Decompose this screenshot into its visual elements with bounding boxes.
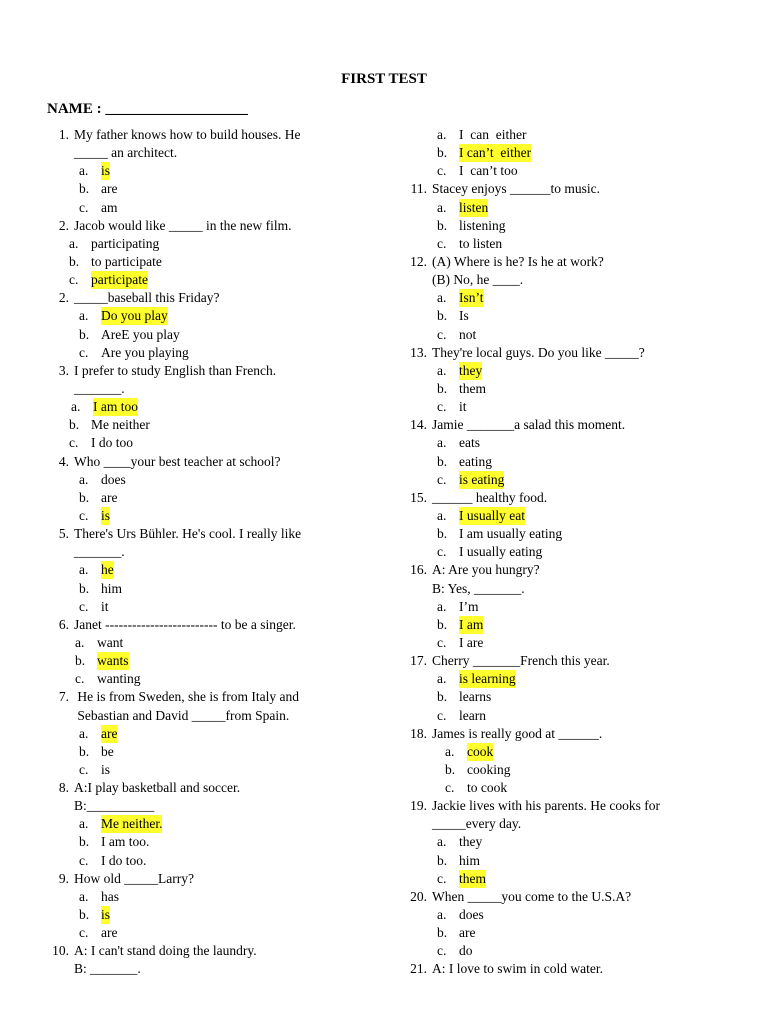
- answer-option: [47, 162, 392, 180]
- question-text-continued: _______.: [74, 544, 125, 560]
- option-text: participating: [91, 235, 160, 251]
- highlighted-answer: are: [101, 725, 118, 741]
- option-text: cooking: [467, 761, 511, 777]
- answer-option: [405, 924, 735, 942]
- question-text: When _____you come to the U.S.A?: [432, 888, 632, 904]
- option-letter: c.: [437, 163, 447, 179]
- option-text: not: [459, 326, 477, 342]
- question-text: ______ healthy food.: [432, 489, 548, 505]
- highlighted-answer: cook: [467, 743, 494, 759]
- answer-option: [405, 126, 735, 144]
- question-line: [47, 289, 392, 307]
- option-text: it: [101, 598, 109, 614]
- answer-option: [405, 507, 735, 525]
- highlighted-answer: I can’t either: [459, 145, 532, 161]
- answer-option: [405, 906, 735, 924]
- question-text: There's Urs Bühler. He's cool. I really like: [74, 526, 302, 542]
- answer-option: [405, 688, 735, 706]
- option-letter: b.: [437, 308, 448, 324]
- option-letter: a.: [71, 399, 81, 415]
- option-letter: c.: [437, 326, 447, 342]
- answer-option: [47, 670, 392, 688]
- highlighted-answer: is: [101, 507, 111, 523]
- option-text: I do too.: [101, 852, 147, 868]
- question-text-continued: _____every day.: [432, 816, 522, 832]
- question-text-continued: B:__________: [74, 798, 155, 814]
- answer-option: [405, 942, 735, 960]
- name-field-label: NAME : ___________________: [47, 101, 248, 117]
- option-text: am: [101, 199, 118, 215]
- question-text: _____baseball this Friday?: [74, 290, 220, 306]
- option-text: they: [459, 834, 483, 850]
- answer-option: [47, 507, 392, 525]
- answer-option: [405, 398, 735, 416]
- highlighted-answer: Isn’t: [459, 290, 484, 306]
- answer-option: [47, 634, 392, 652]
- option-text: is: [101, 761, 111, 777]
- highlighted-answer: wants: [97, 653, 129, 669]
- option-letter: a.: [437, 127, 447, 142]
- question-continuation: [405, 815, 735, 833]
- option-letter: b.: [437, 526, 448, 542]
- question-number: 2.: [58, 290, 69, 306]
- option-text: are: [101, 181, 118, 197]
- answer-option: [405, 634, 735, 652]
- answer-option: [405, 380, 735, 398]
- option-text: him: [101, 580, 123, 596]
- option-letter: c.: [79, 507, 89, 523]
- option-letter: a.: [79, 888, 89, 904]
- question-line: [47, 453, 392, 471]
- highlighted-answer: is: [101, 163, 111, 179]
- answer-option: [405, 453, 735, 471]
- question-text: A: I can't stand doing the laundry.: [74, 943, 257, 959]
- answer-option: [405, 434, 735, 452]
- option-letter: c.: [437, 235, 447, 251]
- question-continuation: [47, 797, 392, 815]
- answer-option: [405, 162, 735, 180]
- question-number: 19.: [410, 798, 427, 814]
- option-text: Me neither: [91, 417, 150, 433]
- highlighted-answer: Do you play: [101, 308, 168, 324]
- highlighted-answer: they: [459, 362, 483, 378]
- question-line: [47, 217, 392, 235]
- question-number: 5.: [58, 526, 69, 542]
- option-letter: a.: [437, 199, 447, 215]
- answer-option: [405, 471, 735, 489]
- option-letter: c.: [79, 598, 89, 614]
- option-letter: b.: [437, 380, 448, 396]
- question-text: Jamie _______a salad this moment.: [432, 417, 626, 433]
- highlighted-answer: I am too: [93, 399, 138, 415]
- option-text: eating: [459, 453, 492, 469]
- answer-option: [47, 580, 392, 598]
- option-letter: c.: [69, 435, 79, 451]
- answer-option: [47, 743, 392, 761]
- question-line: [47, 779, 392, 797]
- answer-option: [47, 888, 392, 906]
- question-number: 17.: [410, 653, 427, 669]
- option-text: be: [101, 743, 114, 759]
- question-line: [405, 561, 735, 579]
- question-number: 18.: [410, 725, 427, 741]
- answer-option: [405, 525, 735, 543]
- highlighted-answer: is: [101, 907, 111, 923]
- answer-option: [47, 852, 392, 870]
- option-text: I’m: [459, 598, 479, 614]
- highlighted-answer: listen: [459, 199, 489, 215]
- option-text: learns: [459, 689, 492, 705]
- option-letter: a.: [79, 816, 89, 832]
- option-letter: a.: [79, 562, 89, 578]
- option-text: it: [459, 399, 467, 415]
- highlighted-answer: them: [459, 870, 486, 886]
- question-line: [405, 180, 735, 198]
- question-text: A:I play basketball and soccer.: [74, 780, 241, 796]
- question-line: [47, 616, 392, 634]
- highlighted-answer: I usually eat: [459, 507, 525, 523]
- question-number: 2.: [58, 217, 69, 233]
- option-text: Is: [459, 308, 469, 324]
- option-letter: b.: [437, 616, 448, 632]
- option-letter: b.: [445, 761, 456, 777]
- question-line: [405, 253, 735, 271]
- question-line: [405, 416, 735, 434]
- question-number: 4.: [58, 453, 69, 469]
- question-text: I prefer to study English than French.: [74, 362, 277, 378]
- answer-option: [47, 924, 392, 942]
- option-letter: a.: [437, 907, 447, 923]
- question-text: A: I love to swim in cold water.: [432, 961, 603, 977]
- option-letter: a.: [437, 290, 447, 306]
- option-text: I can either: [459, 127, 527, 142]
- option-letter: b.: [79, 580, 90, 596]
- question-text: He is from Sweden, she is from Italy and: [74, 689, 299, 705]
- option-letter: b.: [437, 217, 448, 233]
- question-text: Cherry _______French this year.: [432, 653, 610, 669]
- highlighted-answer: participate: [91, 272, 148, 288]
- answer-option: [405, 670, 735, 688]
- answer-option: [47, 235, 392, 253]
- option-letter: a.: [79, 163, 89, 179]
- question-number: 20.: [410, 888, 427, 904]
- option-letter: b.: [79, 326, 90, 342]
- question-line: [405, 652, 735, 670]
- question-number: 14.: [410, 417, 427, 433]
- question-continuation: [405, 271, 735, 289]
- option-text: are: [101, 489, 118, 505]
- answer-option: [47, 471, 392, 489]
- option-text: him: [459, 852, 481, 868]
- answer-option: [47, 271, 392, 289]
- highlighted-answer: Me neither.: [101, 816, 163, 832]
- option-text: Are you playing: [101, 344, 189, 360]
- answer-option: [405, 289, 735, 307]
- question-continuation: [47, 960, 392, 978]
- left-question-column: [47, 126, 392, 979]
- answer-option: [405, 199, 735, 217]
- option-letter: c.: [79, 761, 89, 777]
- option-letter: a.: [437, 362, 447, 378]
- option-letter: b.: [79, 834, 90, 850]
- answer-option: [47, 180, 392, 198]
- option-letter: b.: [79, 489, 90, 505]
- answer-option: [405, 852, 735, 870]
- question-line: [405, 797, 735, 815]
- question-text: A: Are you hungry?: [432, 562, 540, 578]
- option-letter: c.: [437, 943, 447, 959]
- answer-option: [405, 543, 735, 561]
- question-continuation: [47, 543, 392, 561]
- question-line: [405, 960, 735, 978]
- option-text: them: [459, 380, 486, 396]
- highlighted-answer: he: [101, 562, 114, 578]
- option-letter: c.: [79, 199, 89, 215]
- answer-option: [47, 344, 392, 362]
- option-text: to participate: [91, 253, 162, 269]
- question-text: My father knows how to build houses. He: [74, 127, 301, 142]
- question-line: [405, 489, 735, 507]
- option-letter: c.: [437, 870, 447, 886]
- question-line: [47, 126, 392, 144]
- right-question-column: [405, 126, 735, 979]
- answer-option: [405, 307, 735, 325]
- question-text: Janet ------------------------- to be a singer.: [74, 616, 296, 632]
- option-letter: c.: [79, 344, 89, 360]
- question-text-continued: _______.: [74, 380, 125, 396]
- question-line: [47, 942, 392, 960]
- answer-option: [47, 652, 392, 670]
- question-text: (A) Where is he? Is he at work?: [432, 253, 604, 269]
- question-text-continued: Sebastian and David _____from Spain.: [74, 707, 290, 723]
- question-line: [405, 344, 735, 362]
- question-text-continued: (B) No, he ____.: [432, 272, 524, 288]
- answer-option: [405, 144, 735, 162]
- question-line: [47, 870, 392, 888]
- answer-option: [47, 307, 392, 325]
- option-text: has: [101, 888, 119, 904]
- answer-option: [47, 561, 392, 579]
- option-text: I can’t too: [459, 163, 518, 179]
- option-letter: a.: [79, 471, 89, 487]
- question-number: 9.: [58, 870, 69, 886]
- question-number: 8.: [58, 780, 69, 796]
- option-text: are: [101, 925, 118, 941]
- highlighted-answer: is eating: [459, 471, 505, 487]
- option-letter: a.: [79, 725, 89, 741]
- answer-option: [405, 598, 735, 616]
- answer-option: [405, 217, 735, 235]
- answer-option: [47, 326, 392, 344]
- question-text-continued: _____ an architect.: [74, 145, 178, 161]
- answer-option: [405, 743, 735, 761]
- answer-option: [47, 253, 392, 271]
- option-letter: b.: [75, 653, 86, 669]
- question-text: Jacob would like _____ in the new film.: [74, 217, 292, 233]
- answer-option: [47, 725, 392, 743]
- option-letter: b.: [437, 689, 448, 705]
- page-title: FIRST TEST: [341, 71, 427, 87]
- question-number: 13.: [410, 344, 427, 360]
- option-text: I am too.: [101, 834, 150, 850]
- option-letter: b.: [69, 253, 80, 269]
- answer-option: [47, 598, 392, 616]
- option-letter: a.: [445, 743, 455, 759]
- option-letter: a.: [437, 671, 447, 687]
- option-letter: c.: [69, 272, 79, 288]
- option-letter: a.: [437, 435, 447, 451]
- highlighted-answer: is learning: [459, 671, 516, 687]
- question-line: [47, 362, 392, 380]
- option-letter: a.: [79, 308, 89, 324]
- answer-option: [47, 199, 392, 217]
- question-number: 1.: [58, 127, 69, 142]
- answer-option: [47, 398, 392, 416]
- question-continuation: [47, 707, 392, 725]
- answer-option: [47, 761, 392, 779]
- option-letter: c.: [437, 399, 447, 415]
- option-letter: b.: [79, 743, 90, 759]
- answer-option: [47, 906, 392, 924]
- question-text-continued: B: Yes, _______.: [432, 580, 525, 596]
- answer-option: [47, 489, 392, 507]
- question-number: 16.: [410, 562, 427, 578]
- option-letter: c.: [79, 852, 89, 868]
- question-number: 15.: [410, 489, 427, 505]
- answer-option: [47, 434, 392, 452]
- answer-option: [405, 326, 735, 344]
- option-letter: c.: [445, 780, 455, 796]
- option-letter: b.: [437, 852, 448, 868]
- question-number: 12.: [410, 253, 427, 269]
- option-letter: c.: [437, 544, 447, 560]
- question-text: How old _____Larry?: [74, 870, 194, 886]
- answer-option: [405, 707, 735, 725]
- question-line: [405, 725, 735, 743]
- option-letter: c.: [437, 707, 447, 723]
- answer-option: [47, 833, 392, 851]
- option-letter: b.: [437, 453, 448, 469]
- question-number: 11.: [410, 181, 427, 197]
- question-line: [47, 525, 392, 543]
- answer-option: [47, 416, 392, 434]
- option-text: does: [101, 471, 126, 487]
- question-continuation: [47, 380, 392, 398]
- question-text: James is really good at ______.: [432, 725, 603, 741]
- option-letter: c.: [437, 634, 447, 650]
- highlighted-answer: I am: [459, 616, 484, 632]
- answer-option: [405, 833, 735, 851]
- question-number: 6.: [58, 616, 69, 632]
- option-letter: a.: [437, 598, 447, 614]
- question-continuation: [47, 144, 392, 162]
- option-letter: a.: [75, 634, 85, 650]
- option-text: do: [459, 943, 473, 959]
- question-text: Jackie lives with his parents. He cooks for: [432, 798, 660, 814]
- option-text: I do too: [91, 435, 133, 451]
- option-letter: a.: [437, 507, 447, 523]
- option-letter: a.: [69, 235, 79, 251]
- answer-option: [405, 616, 735, 634]
- answer-option: [405, 235, 735, 253]
- option-letter: b.: [437, 145, 448, 161]
- option-text: eats: [459, 435, 480, 451]
- option-text: I am usually eating: [459, 526, 563, 542]
- answer-option: [47, 815, 392, 833]
- question-continuation: [405, 580, 735, 598]
- answer-option: [405, 761, 735, 779]
- option-text: I usually eating: [459, 544, 543, 560]
- option-letter: b.: [437, 925, 448, 941]
- question-number: 7.: [58, 689, 69, 705]
- option-text: want: [97, 634, 124, 650]
- option-text: are: [459, 925, 476, 941]
- answer-option: [405, 362, 735, 380]
- question-text: Stacey enjoys ______to music.: [432, 181, 600, 197]
- option-text: does: [459, 907, 484, 923]
- question-text-continued: B: _______.: [74, 961, 141, 977]
- answer-option: [405, 870, 735, 888]
- option-letter: b.: [69, 417, 80, 433]
- question-line: [47, 688, 392, 706]
- option-letter: b.: [79, 907, 90, 923]
- option-text: learn: [459, 707, 486, 723]
- option-letter: c.: [79, 925, 89, 941]
- question-number: 3.: [58, 362, 69, 378]
- option-letter: b.: [79, 181, 90, 197]
- option-letter: c.: [75, 671, 85, 687]
- answer-option: [405, 779, 735, 797]
- question-text: They're local guys. Do you like _____?: [432, 344, 645, 360]
- option-text: I are: [459, 634, 484, 650]
- question-text: Who ____your best teacher at school?: [74, 453, 281, 469]
- option-letter: c.: [437, 471, 447, 487]
- option-text: to cook: [467, 780, 508, 796]
- option-text: wanting: [97, 671, 141, 687]
- option-text: listening: [459, 217, 506, 233]
- option-letter: a.: [437, 834, 447, 850]
- question-line: [405, 888, 735, 906]
- question-number: 10.: [52, 943, 69, 959]
- question-number: 21.: [410, 961, 427, 977]
- option-text: to listen: [459, 235, 503, 251]
- option-text: AreE you play: [101, 326, 180, 342]
